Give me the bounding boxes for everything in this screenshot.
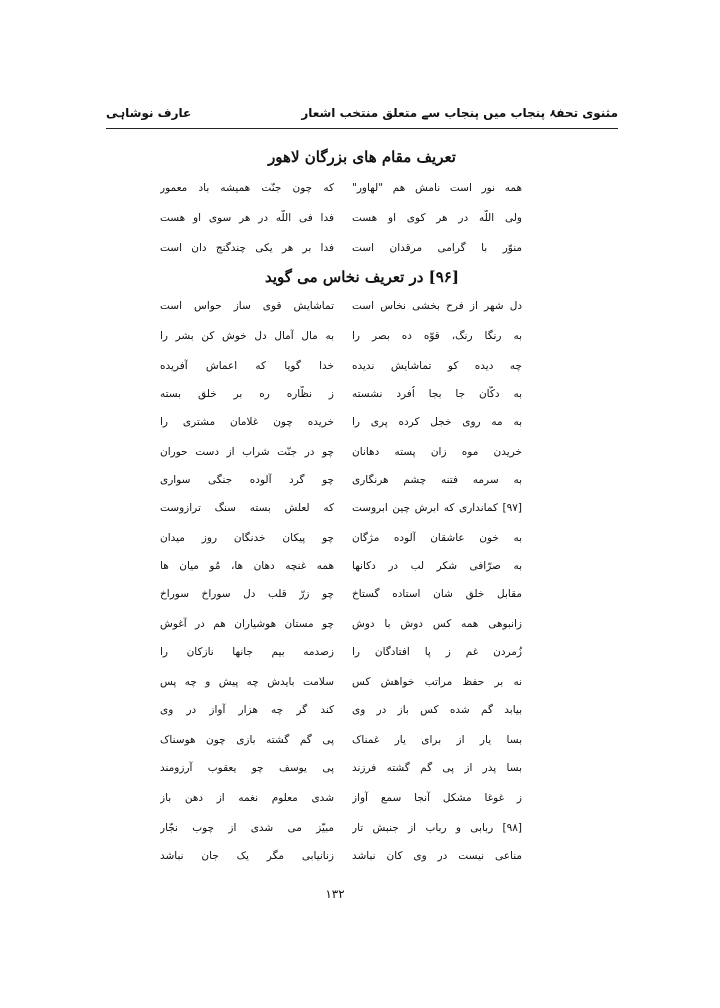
- first-hemistich: خریدن موه زان پسته دهانان: [352, 446, 522, 458]
- second-hemistich: خدا گویا که اعماش آفریده: [160, 360, 334, 372]
- first-hemistich: به صرّافی شکر لب در دکانها: [352, 560, 522, 572]
- second-hemistich: که لعلش بسته سنگ ترازوست: [160, 502, 334, 514]
- first-hemistich: به دکّان جا بجا اُفرد نشسته: [352, 388, 522, 400]
- second-hemistich: خریده چون غلامان مشتری را: [160, 416, 334, 428]
- second-hemistich: زنانیابی مگر یک جان نباشد: [160, 850, 334, 862]
- book-title: مثنوی تحفۂ پنجاب میں پنجاب سے متعلق منتخب اشعار: [301, 106, 618, 120]
- first-hemistich: ولی اللّه در هر کوی او هست: [352, 212, 522, 224]
- second-hemistich: چو زرّ قلب دل سوراخ سوراخ: [160, 588, 334, 600]
- second-hemistich: به مال آمال دل خوش کن بشر را: [160, 330, 334, 342]
- first-hemistich: به سرمه فتنه چشم هرنگاری: [352, 474, 522, 486]
- section-heading: [۹۶] در تعریف نخاس می گوید: [265, 268, 459, 286]
- second-hemistich: پی یوسف چو یعقوب آرزومند: [160, 762, 334, 774]
- second-hemistich: شدی معلوم نغمه از دهن باز: [160, 792, 334, 804]
- page-number: ۱۳۲: [325, 887, 345, 901]
- second-hemistich: چو گرد آلوده جنگی سواری: [160, 474, 334, 486]
- first-hemistich: منوّر با گرامی مرقدان است: [352, 242, 522, 254]
- first-hemistich: بیابد گم شده کس باز در وی: [352, 704, 522, 716]
- second-hemistich: همه غنچه دهان ها، مُو میان ها: [160, 560, 334, 572]
- second-hemistich: چو در جنّت شراب از دست حوران: [160, 446, 334, 458]
- second-hemistich: چو پیکان خدنگان روز میدان: [160, 532, 334, 544]
- first-hemistich: بسا یار از برای یار غمناک: [352, 734, 522, 746]
- second-hemistich: که چون جنّت همیشه باد معمور: [160, 182, 334, 194]
- second-hemistich: مبیّز می شدی از چوب نجّار: [160, 822, 334, 834]
- first-hemistich: [۹۷] کمانداری که ابرش چین ابروست: [352, 502, 522, 514]
- first-hemistich: به رنگا رنگ، قوّه ده بصر را: [352, 330, 522, 342]
- second-hemistich: چو مستان هوشیاران هم در آغوش: [160, 618, 334, 630]
- second-hemistich: فدا بر هر یکی چندگنج دان است: [160, 242, 334, 254]
- first-hemistich: نه بر حفظ مراتب خواهش کس: [352, 676, 522, 688]
- first-hemistich: به مه روی خجل کرده پری را: [352, 416, 522, 428]
- second-hemistich: کند گر چه هزار آواز در وی: [160, 704, 334, 716]
- second-hemistich: ز نظّاره ره بر خلق بسته: [160, 388, 334, 400]
- first-hemistich: ز غوغا مشکل آنجا سمع آواز: [352, 792, 522, 804]
- running-head: [106, 106, 618, 129]
- first-hemistich: بسا پدر از پی گم گشته فرزند: [352, 762, 522, 774]
- first-hemistich: دل شهر از فرح بخشی نخاس است: [352, 300, 522, 312]
- second-hemistich: سلامت بایدش چه پیش و چه پس: [160, 676, 334, 688]
- first-hemistich: زُمردن غم ز پا افتادگان را: [352, 646, 522, 658]
- section-heading: تعریف مقام های بزرگان لاهور: [268, 148, 456, 166]
- first-hemistich: به خون عاشقان آلوده مژگان: [352, 532, 522, 544]
- author-name: عارف نوشاہی: [106, 106, 192, 120]
- first-hemistich: [۹۸] ربابی و رباب از جنبش تار: [352, 822, 522, 834]
- second-hemistich: تماشایش قوی ساز حواس است: [160, 300, 334, 312]
- first-hemistich: مقابل خلق شان استاده گستاخ: [352, 588, 522, 600]
- first-hemistich: مناعی نیست در وی کان نباشد: [352, 850, 522, 862]
- first-hemistich: چه دیده کو تماشایش ندیده: [352, 360, 522, 372]
- second-hemistich: زصدمه بیم جانها نازکان را: [160, 646, 334, 658]
- first-hemistich: زانبوهی همه کس دوش با دوش: [352, 618, 522, 630]
- first-hemistich: همه نور است نامش هم "لهاور": [352, 182, 522, 194]
- second-hemistich: پی گم گشته بازی چون هوسناک: [160, 734, 334, 746]
- second-hemistich: فدا فی اللّه در هر سوی او هست: [160, 212, 334, 224]
